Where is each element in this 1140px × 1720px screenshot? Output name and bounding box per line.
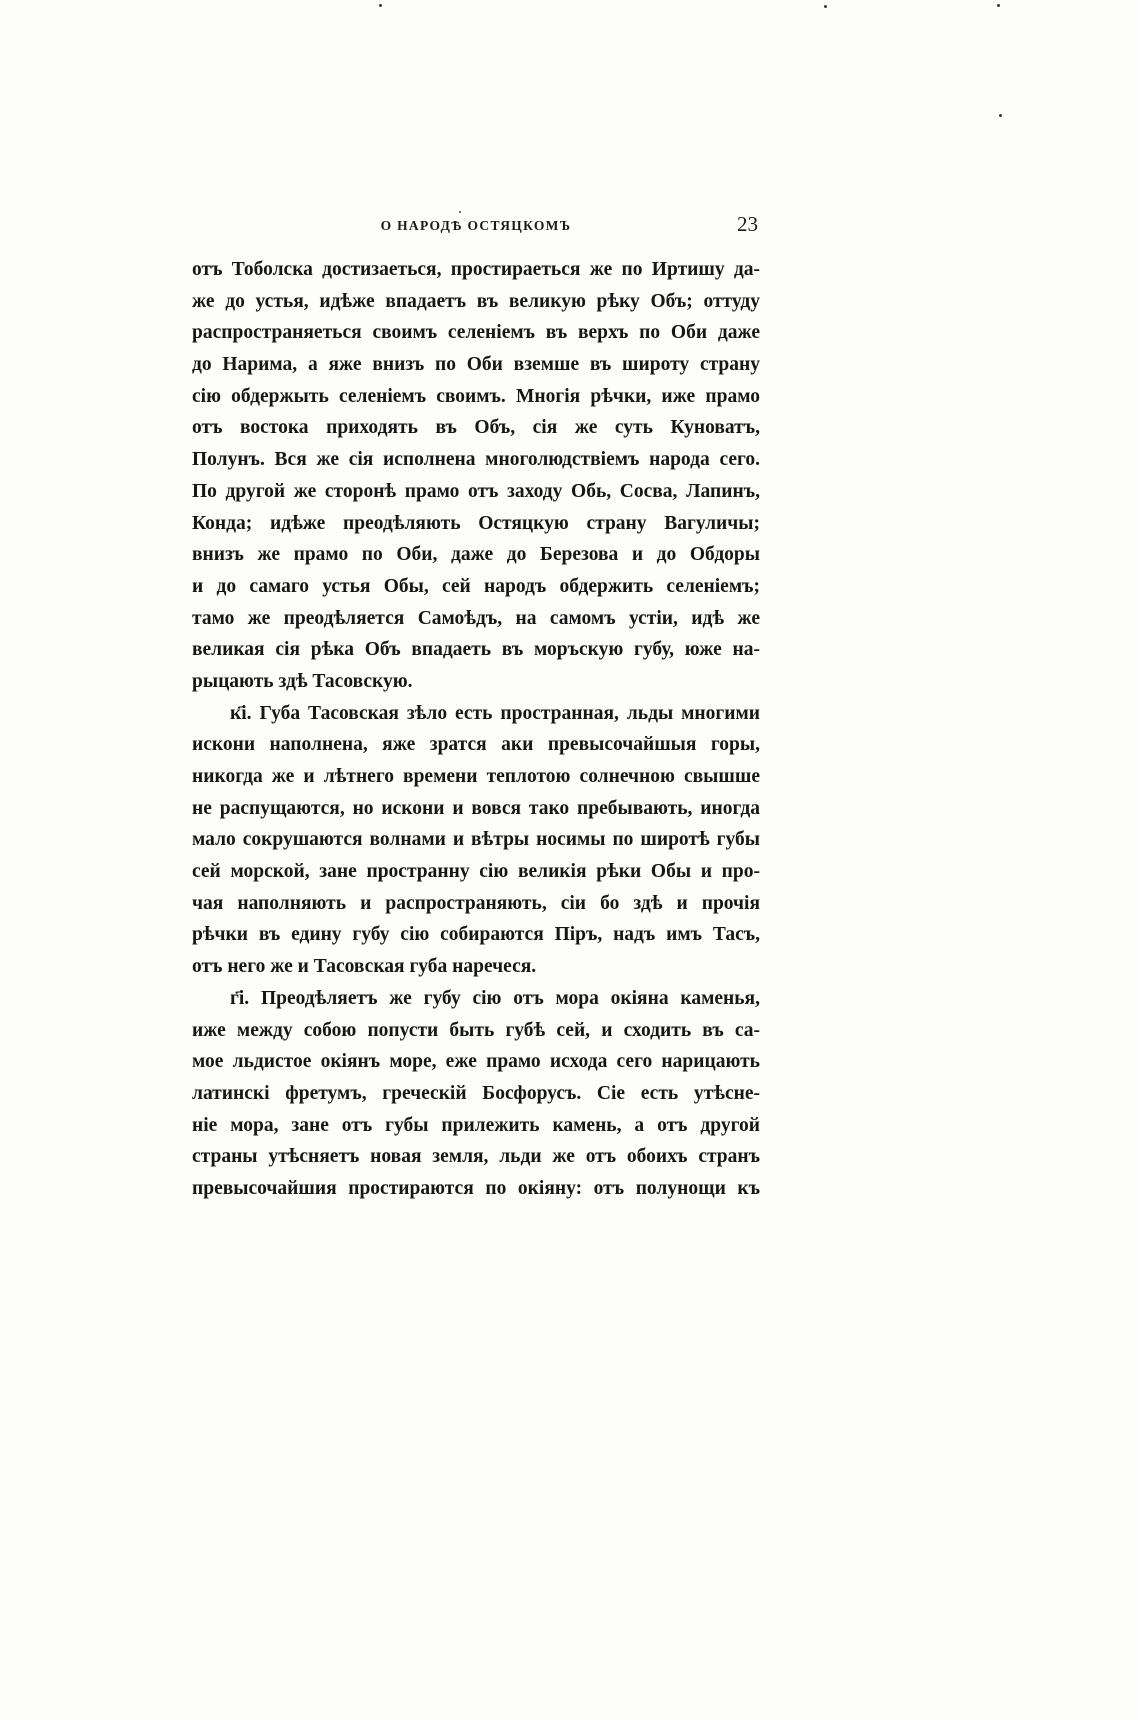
scan-speck [379, 4, 382, 7]
scan-speck [999, 114, 1002, 117]
text-line: рѣчки въ едину губу сію собираются Піръ, надъ имъ Тасъ, [192, 924, 760, 946]
text-line: Конда; идѣже преодѣляють Остяцкую страну Вагуличы; [192, 512, 760, 534]
scan-speck [824, 5, 827, 8]
text-line: отъ него же и Тасовская губа наречеся. [192, 956, 537, 978]
text-line: отъ Тоболска достизаеться, простираеться же по Иртишу да- [192, 259, 760, 280]
running-head-title: О НАРОДѢ ОСТЯЦКОМЪ [380, 218, 572, 233]
text-line: рыцають здѣ Тасовскую. [192, 670, 413, 692]
text-line: иже между собою попусти быть губѣ сей, и сходить въ са- [192, 1019, 760, 1041]
text-line: мало сокрушаются волнами и вѣтры носимы по широтѣ губы [192, 829, 760, 851]
body-text [192, 254, 760, 1205]
scan-speck [997, 4, 1000, 7]
text-line: к҃і. Губа Тасовская зѣло есть пространная, льды многими [230, 702, 760, 724]
text-line: страны утѣсняетъ новая земля, льди же отъ обоихъ странъ [192, 1146, 760, 1168]
paragraph [192, 983, 760, 1205]
text-line: превысочайшия простираются по окіяну: отъ полунощи къ [192, 1177, 760, 1199]
text-line: и до самаго устья Обы, сей народъ обдержить селеніемъ; [192, 575, 760, 597]
paragraph [192, 254, 760, 698]
text-line: же до устья, идѣже впадаетъ въ великую рѣку Объ; оттуду [192, 290, 760, 312]
text-line: Полунъ. Вся же сія исполнена многолюдствіемъ народа сего. [192, 449, 760, 471]
text-line: сію обдержыть селеніемъ своимъ. Многія рѣчки, иже прамо [192, 385, 760, 407]
text-line: не распущаются, но искони и вовся тако пребывають, иногда [192, 797, 760, 819]
running-head [192, 212, 760, 240]
text-line: никогда же и лѣтнего времени теплотою солнечною свышше [192, 766, 760, 787]
text-line: внизъ же прамо по Оби, даже до Березова и до Обдоры [192, 544, 760, 566]
text-line: латинскі фретумъ, греческій Босфорусъ. Сіе есть утѣсне- [192, 1082, 760, 1104]
text-line: чая наполняють и распространяють, сіи бо здѣ и прочія [192, 892, 760, 914]
text-line: сей морской, зане пространну сію великія рѣки Обы и про- [192, 861, 760, 883]
text-line: По другой же сторонѣ прамо отъ заходу Обь, Сосва, Лапинъ, [192, 480, 760, 502]
text-line: распространяеться своимъ селеніемъ въ верхъ по Оби даже [192, 322, 760, 344]
text-line: мое льдистое окіянъ море, еже прамо исхода сего нарицають [192, 1051, 760, 1073]
paragraph [192, 698, 760, 983]
text-line: г҃і. Преодѣляетъ же губу сію отъ мора окіяна каменья, [230, 987, 760, 1009]
text-line: отъ востока приходять въ Объ, сія же суть Куноватъ, [192, 417, 760, 439]
text-line: великая сія рѣка Объ впадаеть въ моръскую губу, юже на- [192, 639, 760, 661]
text-line: ніе мора, зане отъ губы прилежить камень, а отъ другой [192, 1114, 760, 1136]
text-line: до Нарима, а яже внизъ по Оби вземше въ широту страну [192, 354, 760, 376]
text-line: искони наполнена, яже зратся аки превысочайшыя горы, [192, 734, 760, 756]
text-line: тамо же преодѣляется Самоѣдъ, на самомъ устіи, идѣ же [192, 607, 760, 629]
page-number: 23 [737, 212, 758, 236]
